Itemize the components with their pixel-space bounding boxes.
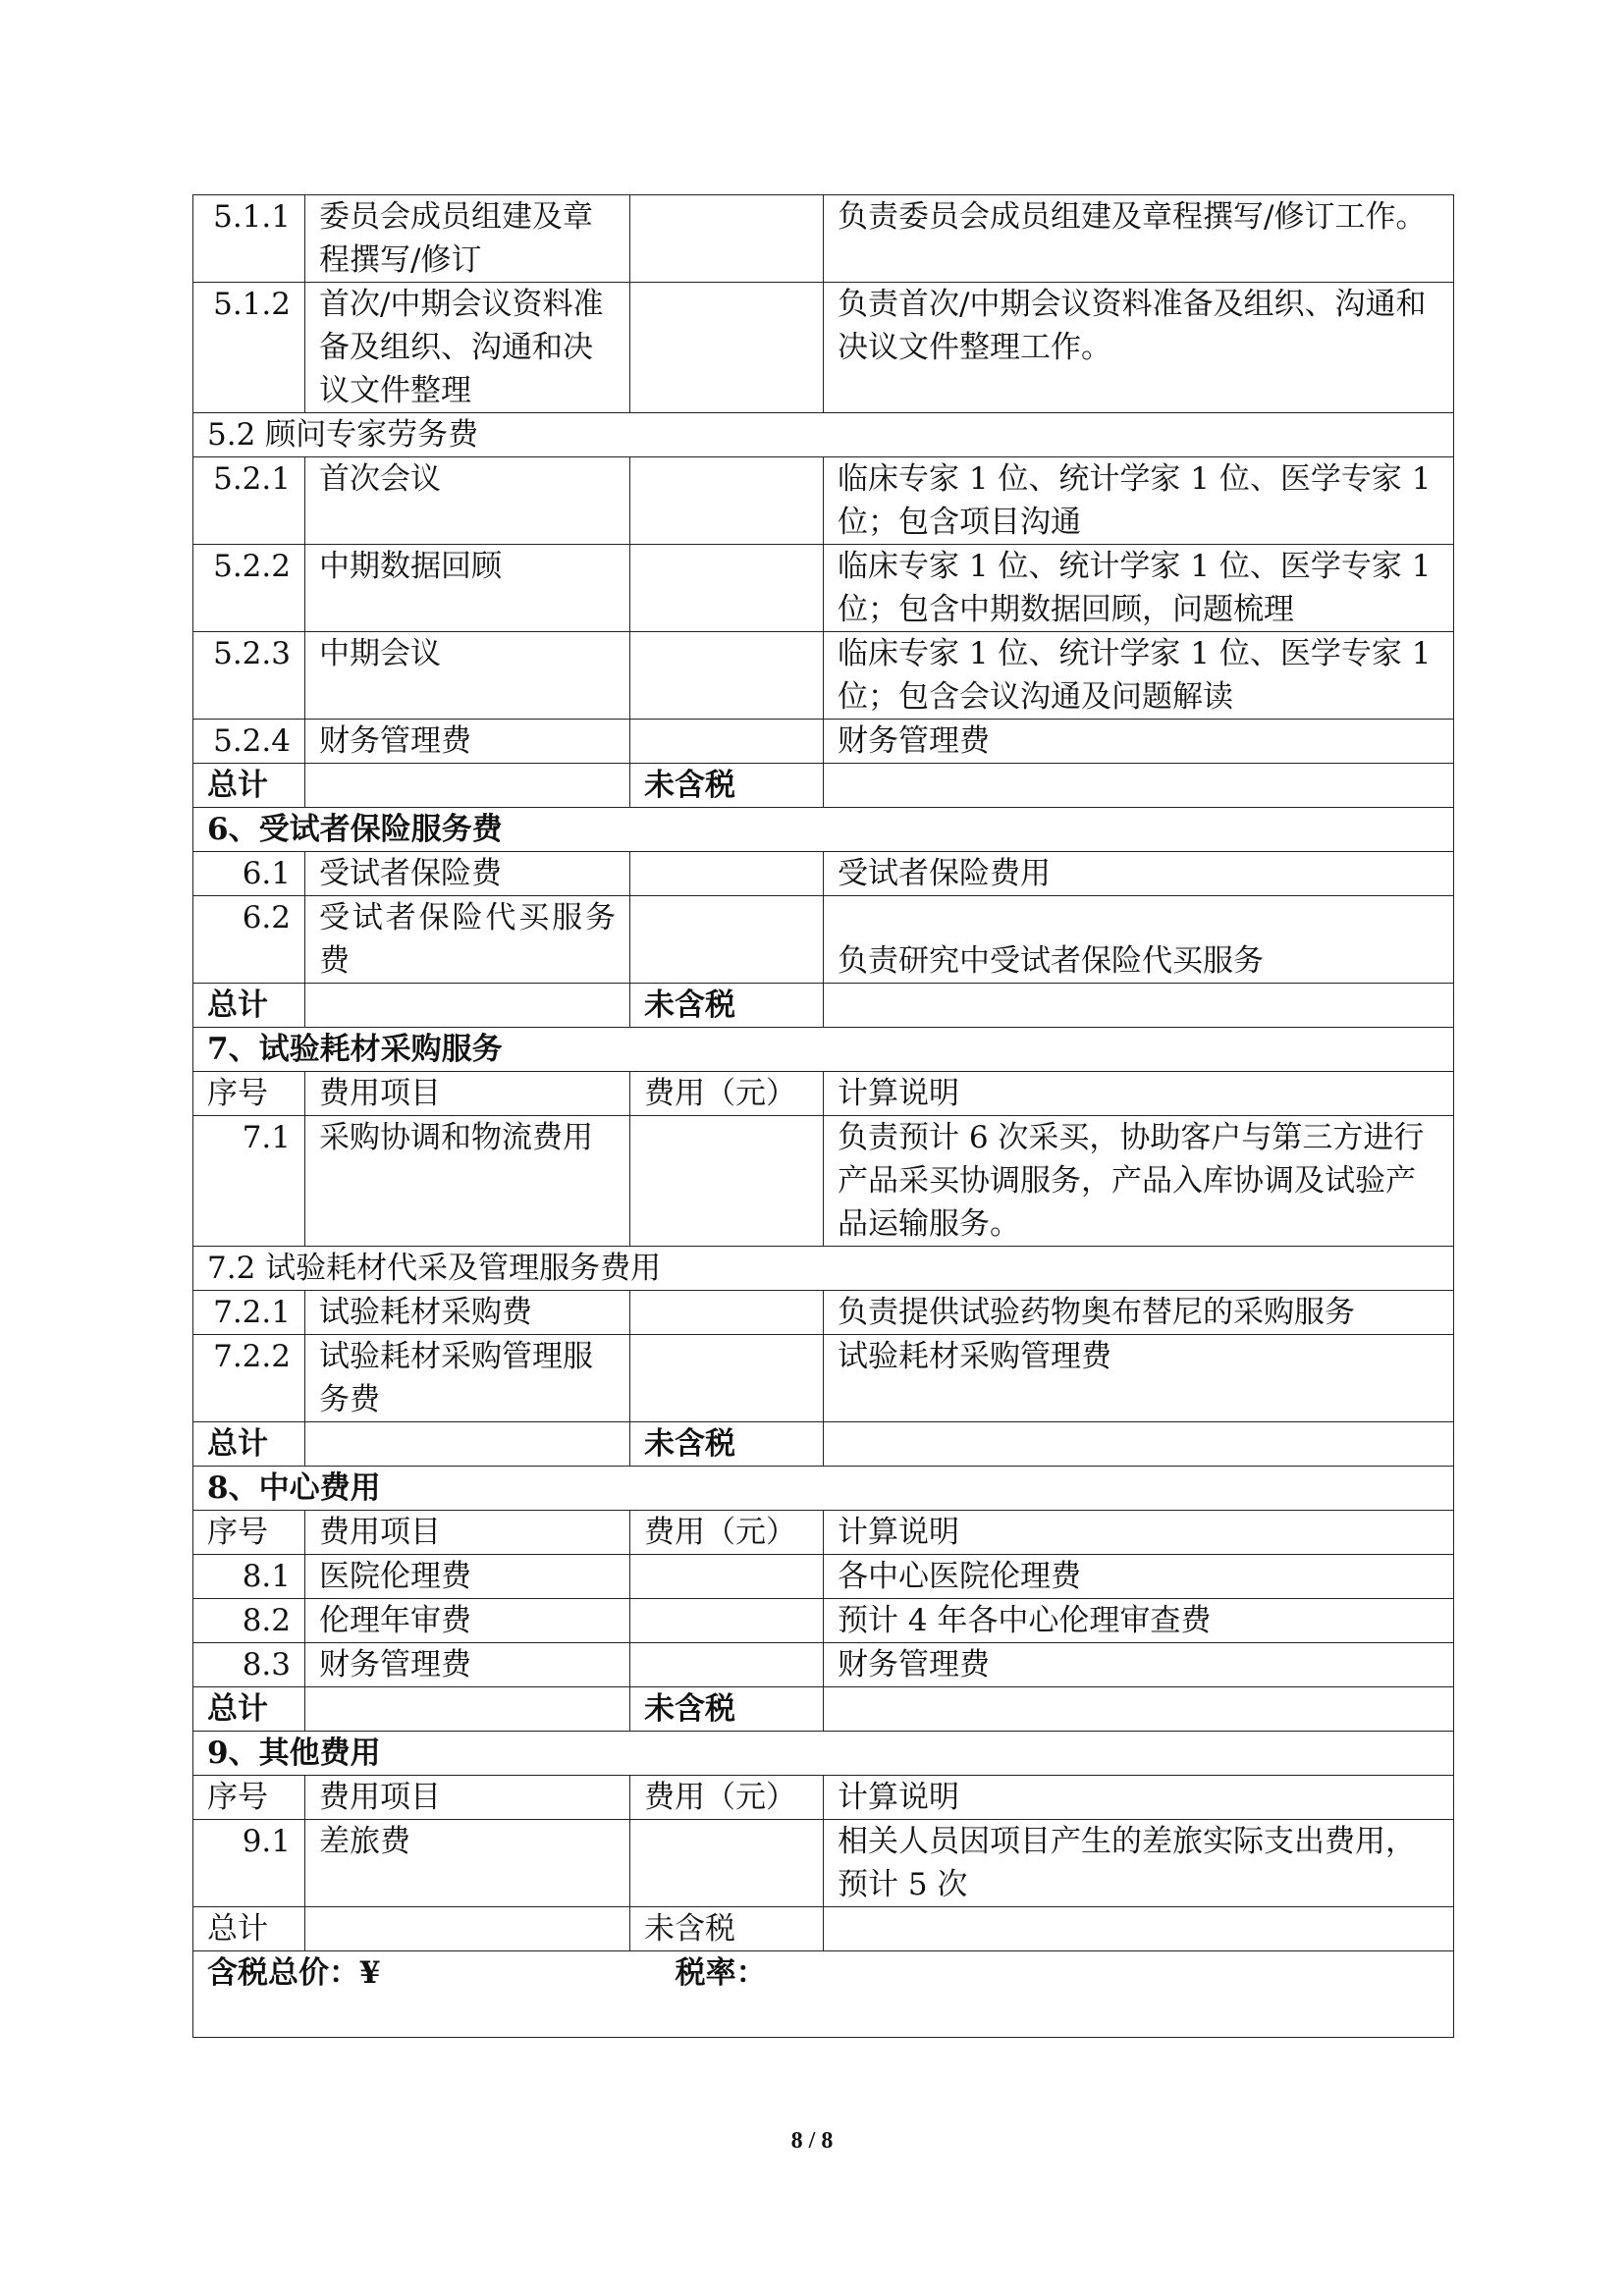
row-item: 试验耗材采购管理服务费: [305, 1335, 630, 1422]
total-empty: [305, 1907, 630, 1951]
table-row: [193, 1291, 1454, 1335]
total-value: [824, 764, 1454, 808]
total-value: [824, 984, 1454, 1028]
row-description: 负责预计 6 次采买，协助客户与第三方进行产品采买协调服务，产品入库协调及试验产品运输服务。: [824, 1116, 1454, 1247]
table-row: [193, 632, 1454, 720]
row-description: 试验耗材采购管理费: [824, 1335, 1454, 1422]
row-description: 财务管理费: [824, 1643, 1454, 1687]
section-heading-row: [193, 808, 1454, 852]
page-number: 8 / 8: [790, 2128, 834, 2154]
row-item: 伦理年审费: [305, 1599, 630, 1643]
total-label: 总计: [193, 1422, 305, 1467]
total-value: [824, 1907, 1454, 1951]
row-item: 委员会成员组建及章程撰写/修订: [305, 195, 630, 283]
row-fee: [630, 1820, 824, 1907]
row-number: 5.1.1: [193, 195, 305, 283]
tax-note: 未含税: [630, 1422, 824, 1467]
row-item: 受试者保险代买服务费: [305, 896, 630, 984]
row-description: 负责委员会成员组建及章程撰写/修订工作。: [824, 195, 1454, 283]
row-fee: [630, 1555, 824, 1599]
grand-total-cell: [193, 1951, 1454, 2038]
subsection-heading: 5.2 顾问专家劳务费: [193, 413, 1454, 457]
row-number: 5.2.3: [193, 632, 305, 720]
total-label: 总计: [193, 1907, 305, 1951]
table-row: [193, 195, 1454, 283]
total-label: 总计: [193, 1687, 305, 1732]
tax-rate-label: 税率：: [675, 1955, 767, 1991]
total-value: [824, 1422, 1454, 1467]
table-row: [193, 413, 1454, 457]
table-row: [193, 1643, 1454, 1687]
row-item: 受试者保险费: [305, 852, 630, 896]
row-description: 预计 4 年各中心伦理审查费: [824, 1599, 1454, 1643]
total-with-tax-label: 含税总价：¥: [207, 1955, 381, 1991]
table-row: [193, 1820, 1454, 1907]
table-row: [193, 720, 1454, 764]
table-row: [193, 1599, 1454, 1643]
grand-total-row: [193, 1951, 1454, 2038]
header-description: 计算说明: [824, 1511, 1454, 1555]
row-number: 5.2.1: [193, 457, 305, 545]
header-item: 费用项目: [305, 1072, 630, 1116]
total-value: [824, 1687, 1454, 1732]
row-number: 8.3: [193, 1643, 305, 1687]
row-fee: [630, 896, 824, 984]
row-number: 6.1: [193, 852, 305, 896]
table-row: [193, 1247, 1454, 1291]
tax-note: 未含税: [630, 1687, 824, 1732]
row-item: 中期数据回顾: [305, 545, 630, 632]
column-header-row: [193, 1511, 1454, 1555]
row-fee: [630, 1116, 824, 1247]
row-item: 采购协调和物流费用: [305, 1116, 630, 1247]
header-description: 计算说明: [824, 1072, 1454, 1116]
row-number: 6.2: [193, 896, 305, 984]
section-title: 9、其他费用: [193, 1732, 1454, 1776]
row-number: 7.1: [193, 1116, 305, 1247]
total-row: [193, 1687, 1454, 1732]
header-number: 序号: [193, 1776, 305, 1820]
row-fee: [630, 545, 824, 632]
total-empty: [305, 984, 630, 1028]
header-fee: 费用（元）: [630, 1072, 824, 1116]
table-row: [193, 1555, 1454, 1599]
total-label: 总计: [193, 984, 305, 1028]
table-row: [193, 457, 1454, 545]
row-fee: [630, 1335, 824, 1422]
column-header-row: [193, 1072, 1454, 1116]
total-empty: [305, 1422, 630, 1467]
row-description: 受试者保险费用: [824, 852, 1454, 896]
total-empty: [305, 1687, 630, 1732]
total-row: [193, 1422, 1454, 1467]
row-number: 5.1.2: [193, 283, 305, 413]
table-row: [193, 896, 1454, 984]
row-item: 首次/中期会议资料准备及组织、沟通和决议文件整理: [305, 283, 630, 413]
total-empty: [305, 764, 630, 808]
subsection-heading: 7.2 试验耗材代采及管理服务费用: [193, 1247, 1454, 1291]
header-number: 序号: [193, 1511, 305, 1555]
section-heading-row: [193, 1467, 1454, 1511]
header-number: 序号: [193, 1072, 305, 1116]
section-title: 7、试验耗材采购服务: [193, 1028, 1454, 1072]
row-item: 中期会议: [305, 632, 630, 720]
header-item: 费用项目: [305, 1511, 630, 1555]
header-fee: 费用（元）: [630, 1776, 824, 1820]
table-row: [193, 545, 1454, 632]
row-number: 7.2.2: [193, 1335, 305, 1422]
row-number: 8.2: [193, 1599, 305, 1643]
row-item: 差旅费: [305, 1820, 630, 1907]
row-number: 7.2.1: [193, 1291, 305, 1335]
row-item: 医院伦理费: [305, 1555, 630, 1599]
row-number: 9.1: [193, 1820, 305, 1907]
row-fee: [630, 457, 824, 545]
cost-table: [192, 194, 1454, 2038]
row-description: 各中心医院伦理费: [824, 1555, 1454, 1599]
row-fee: [630, 720, 824, 764]
total-row: [193, 984, 1454, 1028]
row-description: 负责提供试验药物奥布替尼的采购服务: [824, 1291, 1454, 1335]
row-description: 临床专家 1 位、统计学家 1 位、医学专家 1 位；包含会议沟通及问题解读: [824, 632, 1454, 720]
table-row: [193, 1335, 1454, 1422]
row-fee: [630, 1599, 824, 1643]
row-fee: [630, 852, 824, 896]
row-item: 试验耗材采购费: [305, 1291, 630, 1335]
section-title: 8、中心费用: [193, 1467, 1454, 1511]
row-description: 临床专家 1 位、统计学家 1 位、医学专家 1 位；包含中期数据回顾，问题梳理: [824, 545, 1454, 632]
row-description: 负责研究中受试者保险代买服务: [824, 896, 1454, 984]
tax-note: 未含税: [630, 1907, 824, 1951]
section-heading-row: [193, 1732, 1454, 1776]
row-fee: [630, 1643, 824, 1687]
row-description: 财务管理费: [824, 720, 1454, 764]
section-title: 6、受试者保险服务费: [193, 808, 1454, 852]
section-heading-row: [193, 1028, 1454, 1072]
table-row: [193, 283, 1454, 413]
total-label: 总计: [193, 764, 305, 808]
column-header-row: [193, 1776, 1454, 1820]
row-description: 临床专家 1 位、统计学家 1 位、医学专家 1 位；包含项目沟通: [824, 457, 1454, 545]
row-item: 财务管理费: [305, 720, 630, 764]
row-number: 8.1: [193, 1555, 305, 1599]
tax-note: 未含税: [630, 984, 824, 1028]
row-fee: [630, 283, 824, 413]
row-item: 首次会议: [305, 457, 630, 545]
row-number: 5.2.4: [193, 720, 305, 764]
total-row: [193, 1907, 1454, 1951]
row-fee: [630, 1291, 824, 1335]
header-item: 费用项目: [305, 1776, 630, 1820]
row-item: 财务管理费: [305, 1643, 630, 1687]
header-description: 计算说明: [824, 1776, 1454, 1820]
row-number: 5.2.2: [193, 545, 305, 632]
tax-note: 未含税: [630, 764, 824, 808]
total-row: [193, 764, 1454, 808]
header-fee: 费用（元）: [630, 1511, 824, 1555]
table-row: [193, 1116, 1454, 1247]
row-description: 相关人员因项目产生的差旅实际支出费用，预计 5 次: [824, 1820, 1454, 1907]
table-row: [193, 852, 1454, 896]
row-description: 负责首次/中期会议资料准备及组织、沟通和决议文件整理工作。: [824, 283, 1454, 413]
row-fee: [630, 632, 824, 720]
row-fee: [630, 195, 824, 283]
